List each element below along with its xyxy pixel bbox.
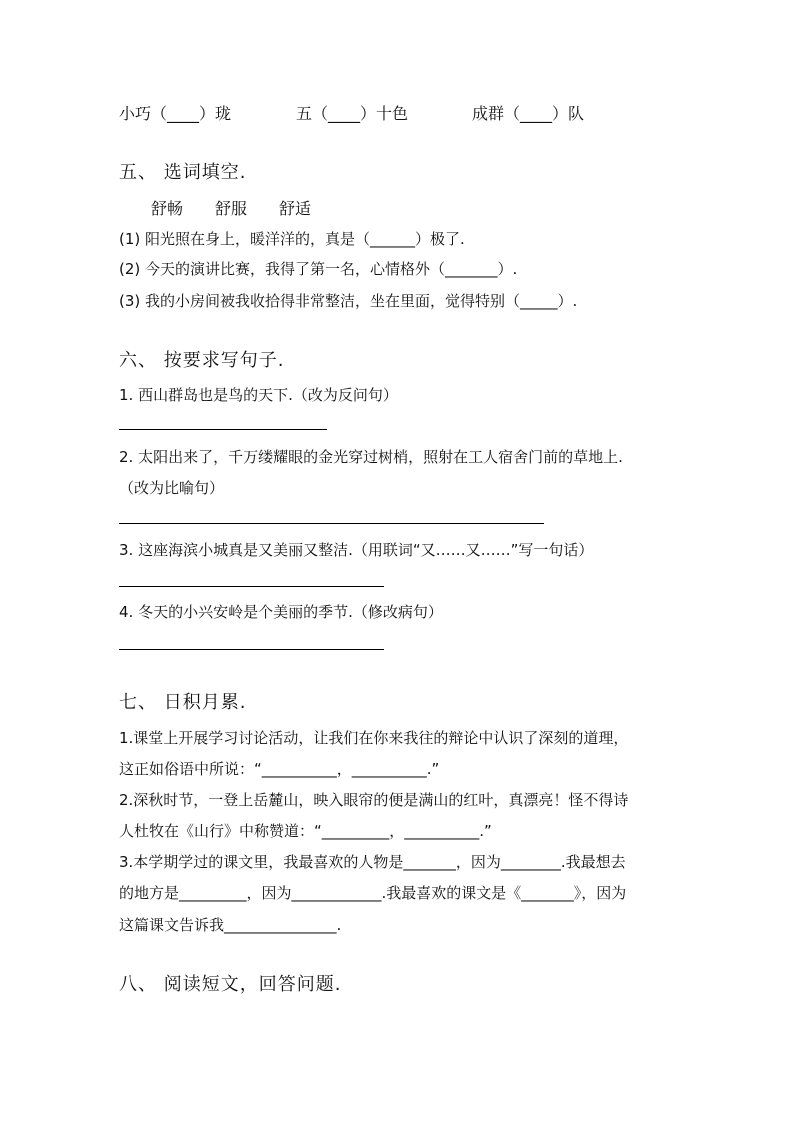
section6-q2-line2: （改为比喻句） (119, 479, 225, 497)
section5-item-2: (2) 今天的演讲比赛，我得了第一名，心情格外（_______）. (119, 260, 518, 278)
section6-q4: 4. 冬天的小兴安岭是个美丽的季节.（修改病句） (119, 603, 443, 621)
section7-heading: 七、 日积月累. (119, 692, 247, 713)
section7-p3-line3: 这篇课文告诉我_______________. (119, 916, 342, 934)
section7-p2-line1: 2.深秋时节，一登上岳麓山，映入眼帘的便是满山的红叶，真漂亮！怪不得诗 (119, 791, 629, 809)
answer-line-1[interactable] (119, 429, 327, 430)
section6-q1: 1. 西山群岛也是鸟的天下.（改为反问句） (119, 386, 398, 404)
section5-item-1: (1) 阳光照在身上，暖洋洋的，真是（______）极了. (119, 230, 465, 248)
section6-q2-line1: 2. 太阳出来了，千万缕耀眼的金光穿过树梢，照射在工人宿舍门前的草地上. (119, 448, 623, 466)
section8-heading: 八、 阅读短文，回答问题. (119, 974, 342, 995)
fill-item-3: 成群（____）队 (472, 104, 585, 123)
answer-line-4[interactable] (119, 649, 384, 650)
fill-item-2: 五（____）十色 (296, 104, 409, 123)
section6-q3: 3. 这座海滨小城真是又美丽又整洁.（用联词“又……又……”写一句话） (119, 541, 594, 559)
section7-p3-line2: 的地方是_________，因为____________.我最喜欢的课文是《_______》，因为 (119, 884, 627, 902)
word-option-2: 舒服 (215, 199, 248, 218)
answer-line-2[interactable] (119, 523, 544, 524)
section6-heading: 六、 按要求写句子. (119, 350, 285, 371)
section5-item-3: (3) 我的小房间被我收拾得非常整洁，坐在里面，觉得特别（_____）. (119, 292, 578, 310)
section7-p2-line2: 人杜牧在《山行》中称赞道：“_________，__________.” (119, 822, 492, 840)
fill-item-1: 小巧（____）珑 (119, 104, 232, 123)
section7-p3-line1: 3.本学期学过的课文里，我最喜欢的人物是_______，因为________.我最想去 (119, 853, 626, 871)
word-option-3: 舒适 (279, 199, 312, 218)
word-option-1: 舒畅 (151, 199, 184, 218)
section5-heading: 五、 选词填空. (119, 162, 247, 183)
section7-p1-line1: 1.课堂上开展学习讨论活动，让我们在你来我往的辩论中认识了深刻的道理， (119, 729, 629, 747)
section7-p1-line2: 这正如俗语中所说：“__________，__________.” (119, 760, 440, 778)
answer-line-3[interactable] (119, 586, 384, 587)
